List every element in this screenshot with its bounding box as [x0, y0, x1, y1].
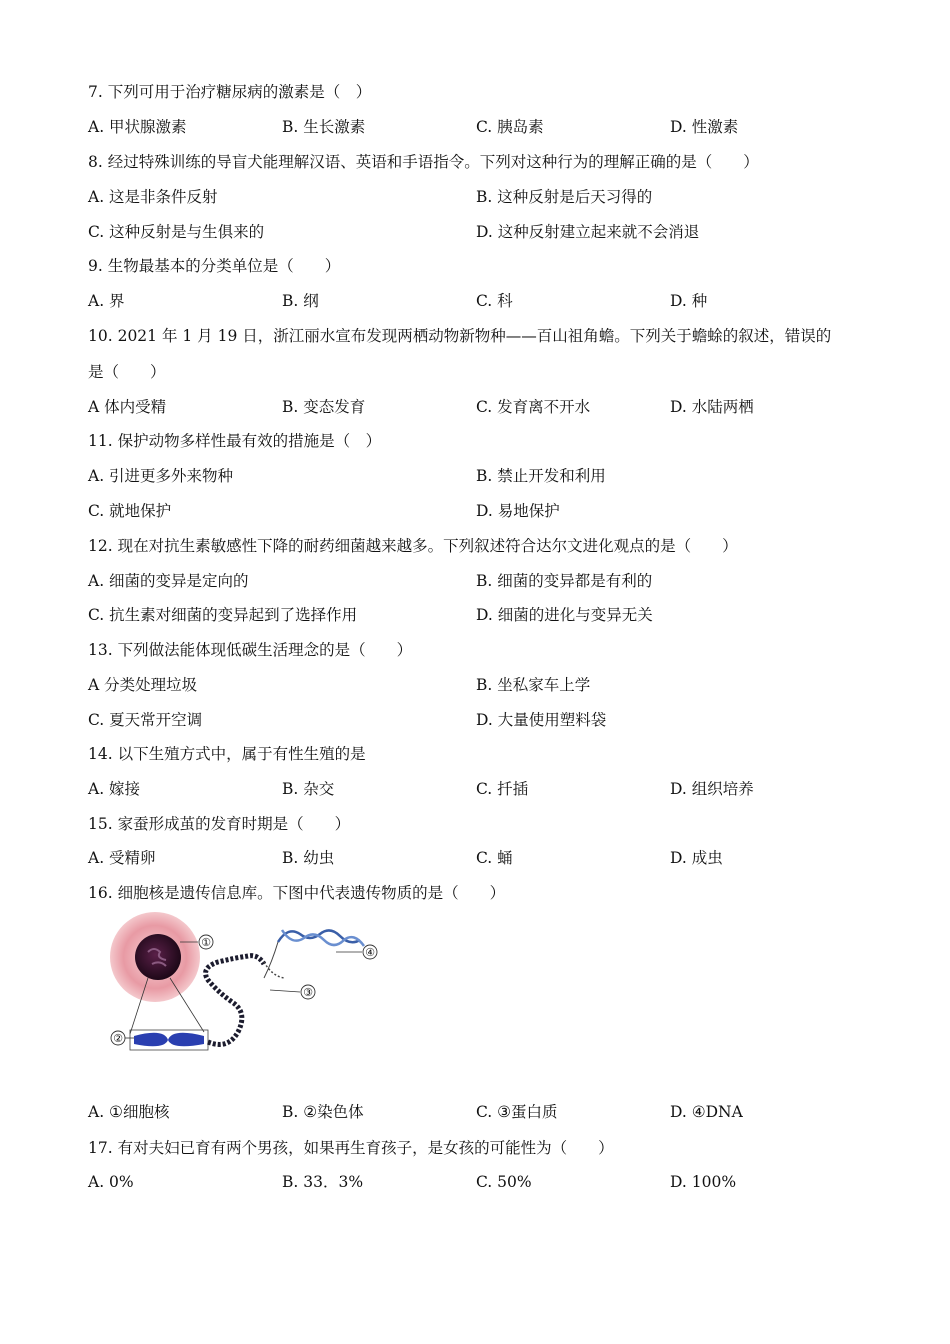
q17-option-c[interactable]: C. 50% — [476, 1173, 532, 1191]
question-8-stem: 8. 经过特殊训练的导盲犬能理解汉语、英语和手语指令。下列对这种行为的理解正确的是（ ） — [88, 153, 759, 171]
q11-option-c[interactable]: C. 就地保护 — [88, 502, 172, 520]
cell-nucleus-dna-figure — [100, 912, 390, 1062]
question-14-stem: 14. 以下生殖方式中，属于有性生殖的是 — [88, 745, 366, 763]
q14-option-b[interactable]: B. 杂交 — [282, 780, 335, 798]
question-13-stem: 13. 下列做法能体现低碳生活理念的是（ ） — [88, 641, 413, 659]
question-11-stem: 11. 保护动物多样性最有效的措施是（ ） — [88, 432, 382, 450]
q10-option-a[interactable]: A 体内受精 — [88, 398, 167, 416]
q9-option-d[interactable]: D. 种 — [670, 292, 708, 310]
q7-option-a[interactable]: A. 甲状腺激素 — [88, 118, 187, 136]
q12-option-a[interactable]: A. 细菌的变异是定向的 — [88, 572, 249, 590]
q15-option-d[interactable]: D. 成虫 — [670, 849, 723, 867]
q8-option-d[interactable]: D. 这种反射建立起来就不会消退 — [476, 223, 700, 241]
q16-option-d[interactable]: D. ④DNA — [670, 1103, 743, 1121]
q8-option-a[interactable]: A. 这是非条件反射 — [88, 188, 218, 206]
q12-option-c[interactable]: C. 抗生素对细菌的变异起到了选择作用 — [88, 606, 358, 624]
q17-option-b[interactable]: B. 33．3% — [282, 1173, 364, 1191]
label-4: ④ — [365, 946, 375, 959]
question-10-stem: 10. 2021 年 1 月 19 日，浙江丽水宣布发现两栖动物新物种——百山祖角蟾。下列关于蟾蜍的叙述，错误的 — [88, 327, 832, 345]
q7-option-b[interactable]: B. 生长激素 — [282, 118, 366, 136]
q14-option-c[interactable]: C. 扦插 — [476, 780, 529, 798]
question-7-stem: 7. 下列可用于治疗糖尿病的激素是（ ） — [88, 83, 372, 101]
q8-option-b[interactable]: B. 这种反射是后天习得的 — [476, 188, 653, 206]
chromatin-coil — [206, 956, 264, 1045]
q17-option-d[interactable]: D. 100% — [670, 1173, 737, 1191]
q12-option-d[interactable]: D. 细菌的进化与变异无关 — [476, 606, 653, 624]
q7-option-c[interactable]: C. 胰岛素 — [476, 118, 544, 136]
question-12-stem: 12. 现在对抗生素敏感性下降的耐药细菌越来越多。下列叙述符合达尔文进化观点的是（ ） — [88, 537, 738, 555]
q7-option-d[interactable]: D. 性激素 — [670, 118, 739, 136]
question-9-stem: 9. 生物最基本的分类单位是（ ） — [88, 257, 341, 275]
q14-option-a[interactable]: A. 嫁接 — [88, 780, 141, 798]
q15-option-a[interactable]: A. 受精卵 — [88, 849, 156, 867]
question-17-stem: 17. 有对夫妇已育有两个男孩，如果再生育孩子，是女孩的可能性为（ ） — [88, 1139, 614, 1157]
q15-option-b[interactable]: B. 幼虫 — [282, 849, 335, 867]
q11-option-a[interactable]: A. 引进更多外来物种 — [88, 467, 234, 485]
q9-option-c[interactable]: C. 科 — [476, 292, 513, 310]
label-3: ③ — [303, 986, 313, 999]
q10-option-c[interactable]: C. 发育离不开水 — [476, 398, 591, 416]
q13-option-b[interactable]: B. 坐私家车上学 — [476, 676, 591, 694]
q12-option-b[interactable]: B. 细菌的变异都是有利的 — [476, 572, 653, 590]
q11-option-b[interactable]: B. 禁止开发和利用 — [476, 467, 606, 485]
question-15-stem: 15. 家蚕形成茧的发育时期是（ ） — [88, 815, 351, 833]
nucleus-shape — [135, 934, 181, 980]
label-2: ② — [113, 1032, 123, 1045]
q17-option-a[interactable]: A. 0% — [88, 1173, 134, 1191]
q16-option-b[interactable]: B. ②染色体 — [282, 1103, 364, 1121]
q11-option-d[interactable]: D. 易地保护 — [476, 502, 560, 520]
q10-option-b[interactable]: B. 变态发育 — [282, 398, 366, 416]
question-16-stem: 16. 细胞核是遗传信息库。下图中代表遗传物质的是（ ） — [88, 884, 506, 902]
q8-option-c[interactable]: C. 这种反射是与生俱来的 — [88, 223, 265, 241]
q15-option-c[interactable]: C. 蛹 — [476, 849, 513, 867]
q9-option-b[interactable]: B. 纲 — [282, 292, 319, 310]
label-1: ① — [201, 936, 211, 949]
q16-option-c[interactable]: C. ③蛋白质 — [476, 1103, 558, 1121]
question-10-stem-cont: 是（ ） — [88, 363, 166, 381]
q10-option-d[interactable]: D. 水陆两栖 — [670, 398, 754, 416]
q13-option-d[interactable]: D. 大量使用塑料袋 — [476, 711, 607, 729]
q13-option-c[interactable]: C. 夏天常开空调 — [88, 711, 203, 729]
q16-option-a[interactable]: A. ①细胞核 — [88, 1103, 170, 1121]
chromosome-shape — [134, 1033, 204, 1046]
q13-option-a[interactable]: A 分类处理垃圾 — [88, 676, 198, 694]
q9-option-a[interactable]: A. 界 — [88, 292, 125, 310]
q14-option-d[interactable]: D. 组织培养 — [670, 780, 754, 798]
